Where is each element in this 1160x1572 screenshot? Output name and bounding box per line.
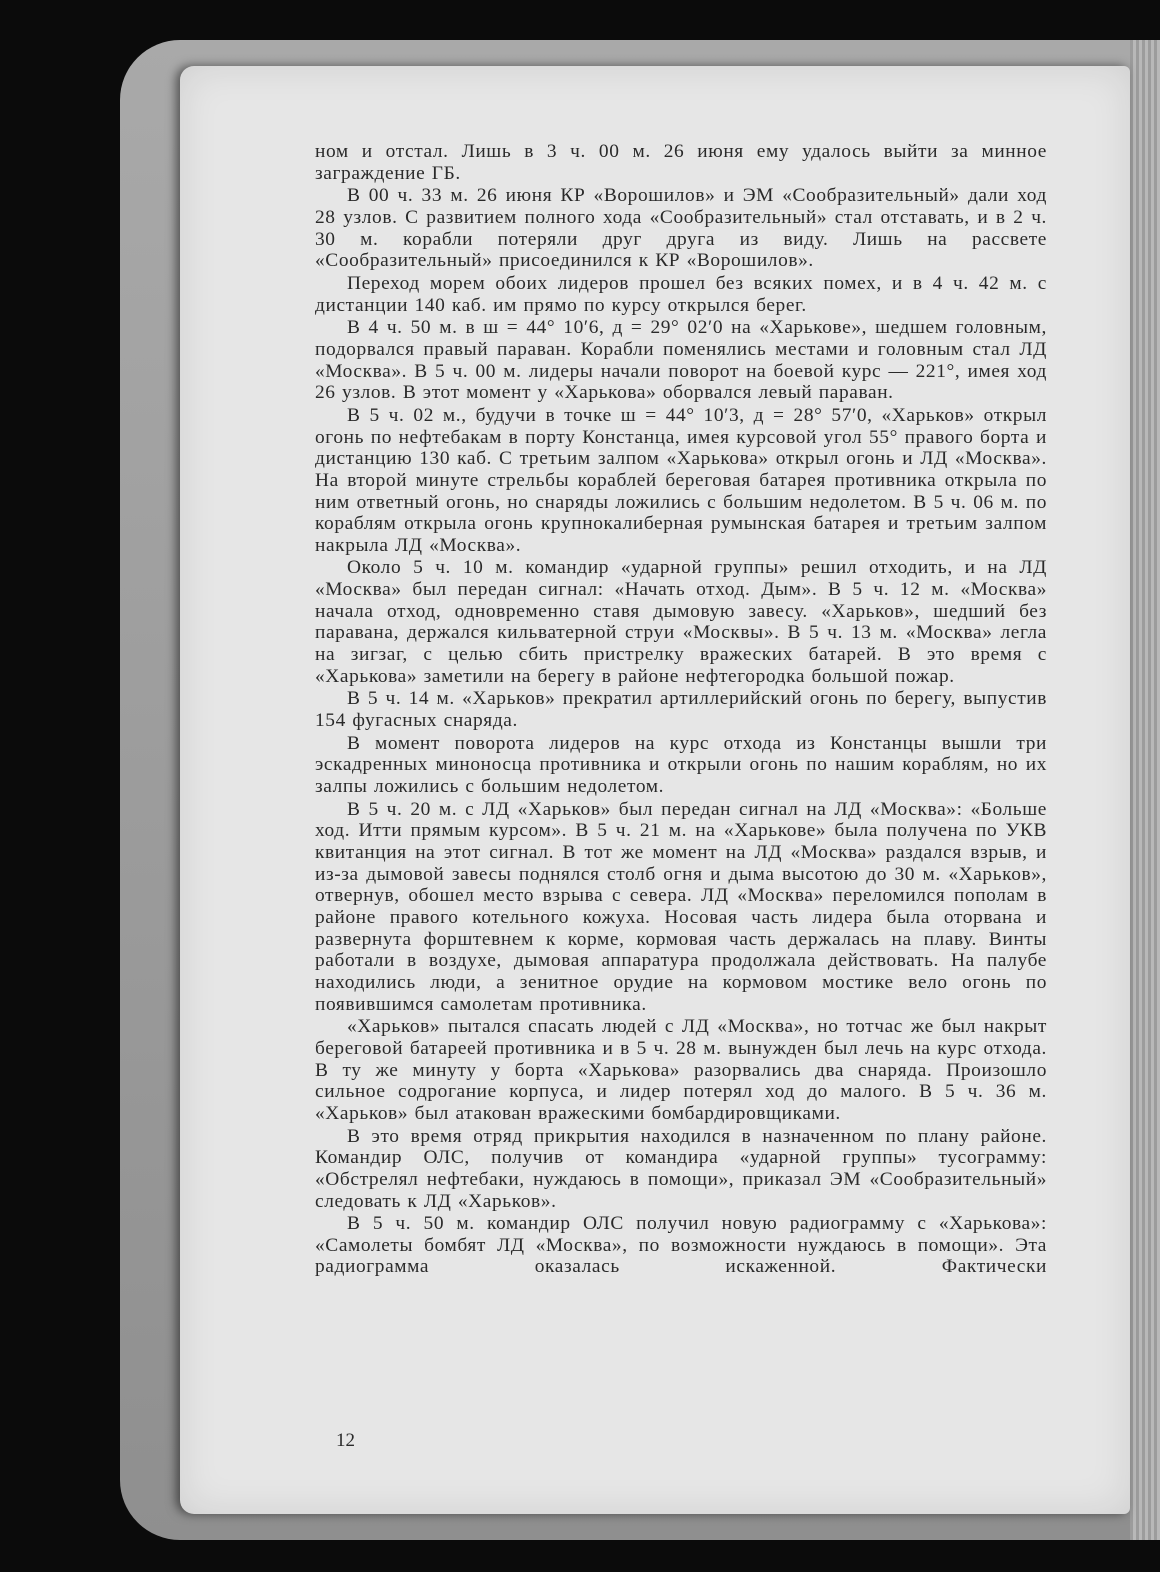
page-body-text [315, 141, 1047, 1278]
paragraph: В 5 ч. 14 м. «Харьков» прекратил артиллерийский огонь по берегу, выпустив 154 фугасных снаряда. [315, 688, 1047, 732]
paragraph: В 00 ч. 33 м. 26 июня КР «Ворошилов» и ЭМ «Сообразительный» дали ход 28 узлов. С развитием полного хода «Сообразительный» стал отставать, и в 2 ч. 30 м. корабли потеряли друг друга из виду. Лишь на рассвете «Сообразительный» присоединился к КР «Ворошилов». [315, 185, 1047, 272]
paragraph: В момент поворота лидеров на курс отхода из Констанцы вышли три эскадренных миноносца противника и открыли огонь по нашим кораблям, но их залпы ложились с большим недолетом. [315, 732, 1047, 798]
paragraph: ном и отстал. Лишь в 3 ч. 00 м. 26 июня ему удалось выйти за минное заграждение ГБ. [315, 141, 1047, 184]
page-number: 12 [336, 1430, 355, 1451]
paragraph: «Харьков» пытался спасать людей с ЛД «Москва», но тотчас же был накрыт береговой батареей противника и в 5 ч. 28 м. вынужден был лечь на курс отхода. В ту же минуту у борта «Харькова» разорвались два снаряда. Произошло сильное содрогание корпуса, и лидер потерял ход до малого. В 5 ч. 36 м. «Харьков» был атакован вражескими бомбардировщиками. [315, 1016, 1047, 1124]
paragraph: Около 5 ч. 10 м. командир «ударной группы» решил отходить, и на ЛД «Москва» был передан сигнал: «Начать отход. Дым». В 5 ч. 12 м. «Москва» начала отход, одновременно ставя дымовую завесу. «Харьков», шедший без паравана, держался кильватерной струи «Москвы». В 5 ч. 13 м. «Москва» легла на зигзаг, с целью сбить пристрелку вражеских батарей. В это время с «Харькова» заметили на берегу в районе нефтегородка большой пожар. [315, 557, 1047, 687]
paragraph: В 4 ч. 50 м. в ш = 44° 10′6, д = 29° 02′0 на «Харькове», шедшем головным, подорвался правый параван. Корабли поменялись местами и головным стал ЛД «Москва». В 5 ч. 00 м. лидеры начали поворот на боевой курс — 221°, имея ход 26 узлов. В этот момент у «Харькова» оборвался левый параван. [315, 317, 1047, 404]
paragraph: В 5 ч. 02 м., будучи в точке ш = 44° 10′3, д = 28° 57′0, «Харьков» открыл огонь по нефтебакам в порту Констанца, имея курсовой угол 55° правого борта и дистанцию 130 каб. С третьим залпом «Харькова» открыл огонь и ЛД «Москва». На второй минуте стрельбы кораблей береговая батарея противника открыла по ним ответный огонь, но снаряды ложились с большим недолетом. В 5 ч. 06 м. по кораблям открыла огонь крупнокалиберная румынская батарея и третьим залпом накрыла ЛД «Москва». [315, 404, 1047, 556]
paragraph: В 5 ч. 50 м. командир ОЛС получил новую радиограмму с «Харькова»: «Самолеты бомбят ЛД «Москва», по возможности нуждаюсь в помощи». Эта радиограмма оказалась искаженной. Фактически [315, 1213, 1047, 1278]
cover-spine-edge [1130, 40, 1160, 1540]
paragraph: В 5 ч. 20 м. с ЛД «Харьков» был передан сигнал на ЛД «Москва»: «Больше ход. Итти прямым курсом». В 5 ч. 21 м. на «Харькове» была получена по УКВ квитанция на этот сигнал. В тот же момент на ЛД «Москва» раздался взрыв, и из-за дымовой завесы поднялся столб огня и дыма высотою до 30 м. «Харьков», отвернув, обошел место взрыва с севера. ЛД «Москва» переломился пополам в районе правого котельного кожуха. Носовая часть лидера была оторвана и развернута форштевнем к корме, кормовая часть держалась на плаву. Винты работали в воздухе, дымовая аппаратура продолжала действовать. На палубе находились люди, а зенитное орудие на кормовом мостике вело огонь по появившимся самолетам противника. [315, 798, 1047, 1015]
paragraph: В это время отряд прикрытия находился в назначенном по плану районе. Командир ОЛС, получив от командира «ударной группы» тусограмму: «Обстрелял нефтебаки, нуждаюсь в помощи», приказал ЭМ «Сообразительный» следовать к ЛД «Харьков». [315, 1125, 1047, 1212]
paragraph: Переход морем обоих лидеров прошел без всяких помех, и в 4 ч. 42 м. с дистанции 140 каб. им прямо по курсу открылся берег. [315, 272, 1047, 316]
